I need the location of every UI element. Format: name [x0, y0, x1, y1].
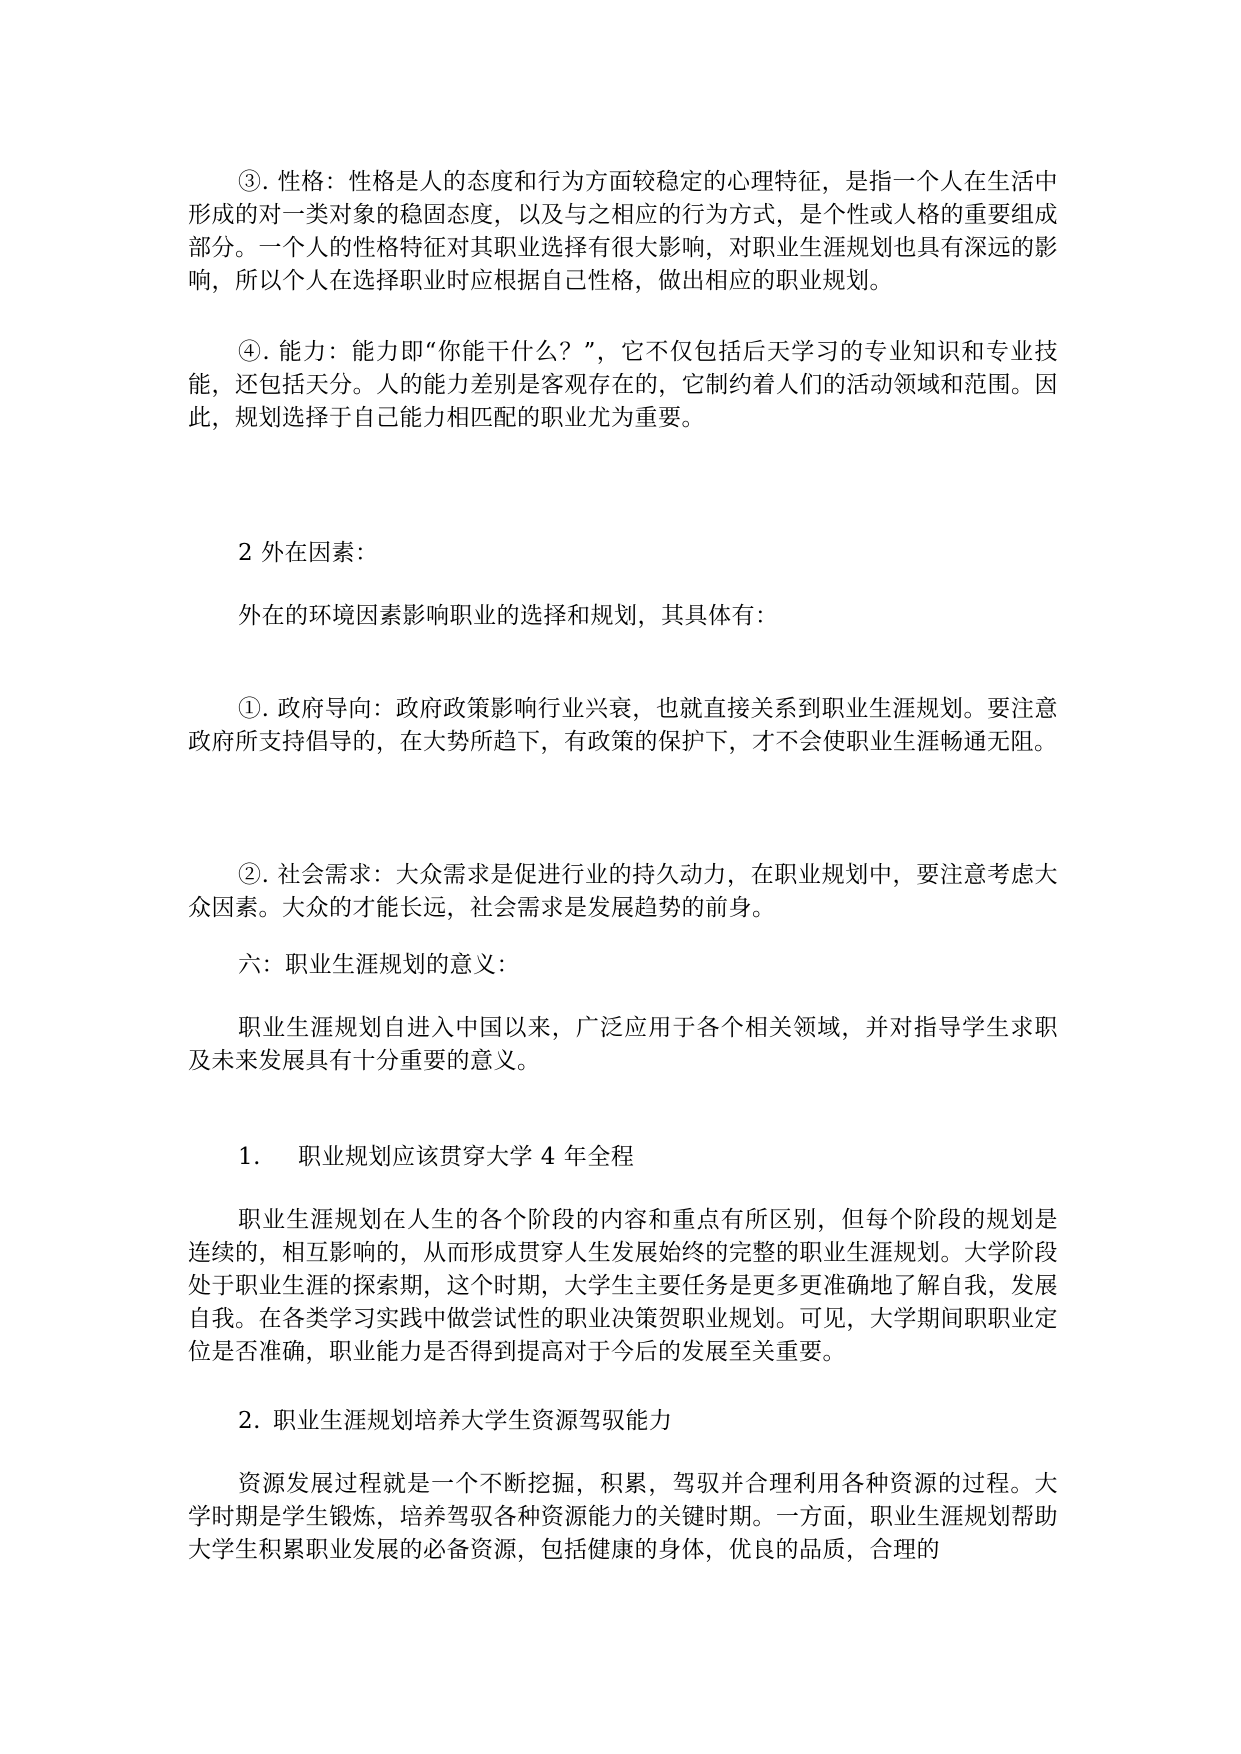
paragraph-ability: ④. 能力：能力即“你能干什么？”，它不仅包括后天学习的专业知识和专业技能，还包括天分。人的能力差别是客观存在的，它制约着人们的活动领域和范围。因此，规划选择于自己能力相匹配的职业尤为重要。: [188, 339, 1058, 431]
paragraph-point-2-body: 资源发展过程就是一个不断挖掘，积累，驾驭并合理利用各种资源的过程。大学时期是学生锻炼，培养驾驭各种资源能力的关键时期。一方面，职业生涯规划帮助大学生积累职业发展的必备资源，包括健康的身体，优良的品质，合理的: [188, 1471, 1058, 1563]
section-heading-six: 六：职业生涯规划的意义：: [238, 952, 520, 978]
list-text-2: 职业生涯规划培养大学生资源驾驭能力: [272, 1408, 673, 1434]
paragraph-meaning-intro: 职业生涯规划自进入中国以来，广泛应用于各个相关领域，并对指导学生求职及未来发展具有十分重要的意义。: [188, 1015, 1058, 1074]
list-number-2: 2.: [238, 1408, 261, 1434]
list-item-1: [238, 1141, 634, 1174]
list-item-2: [238, 1405, 672, 1438]
paragraph-personality: ③. 性格：性格是人的态度和行为方面较稳定的心理特征，是指一个人在生活中形成的对一类对象的稳固态度，以及与之相应的行为方式，是个性或人格的重要组成部分。一个人的性格特征对其职业选择有很大影响，对职业生涯规划也具有深远的影响，所以个人在选择职业时应根据自己性格，做出相应的职业规划。: [188, 169, 1058, 294]
paragraph-external-intro: 外在的环境因素影响职业的选择和规划，其具体有：: [238, 603, 779, 629]
heading-external-factors: 2 外在因素：: [238, 540, 379, 566]
paragraph-government-guidance: ①. 政府导向：政府政策影响行业兴衰，也就直接关系到职业生涯规划。要注意政府所支持倡导的，在大势所趋下，有政策的保护下，才不会使职业生涯畅通无阻。: [188, 696, 1058, 755]
paragraph-point-1-body: 职业生涯规划在人生的各个阶段的内容和重点有所区别，但每个阶段的规划是连续的，相互影响的，从而形成贯穿人生发展始终的完整的职业生涯规划。大学阶段处于职业生涯的探索期，这个时期，大学生主要任务是更多更准确地了解自我，发展自我。在各类学习实践中做尝试性的职业决策贺职业规划。可见，大学期间职职业定位是否准确，职业能力是否得到提高对于今后的发展至关重要。: [188, 1207, 1058, 1365]
list-number-1: 1.: [238, 1144, 261, 1170]
list-text-1: 职业规划应该贯穿大学 4 年全程: [298, 1144, 635, 1170]
paragraph-social-demand: ②. 社会需求：大众需求是促进行业的持久动力，在职业规划中，要注意考虑大众因素。大众的才能长远，社会需求是发展趋势的前身。: [188, 862, 1058, 921]
